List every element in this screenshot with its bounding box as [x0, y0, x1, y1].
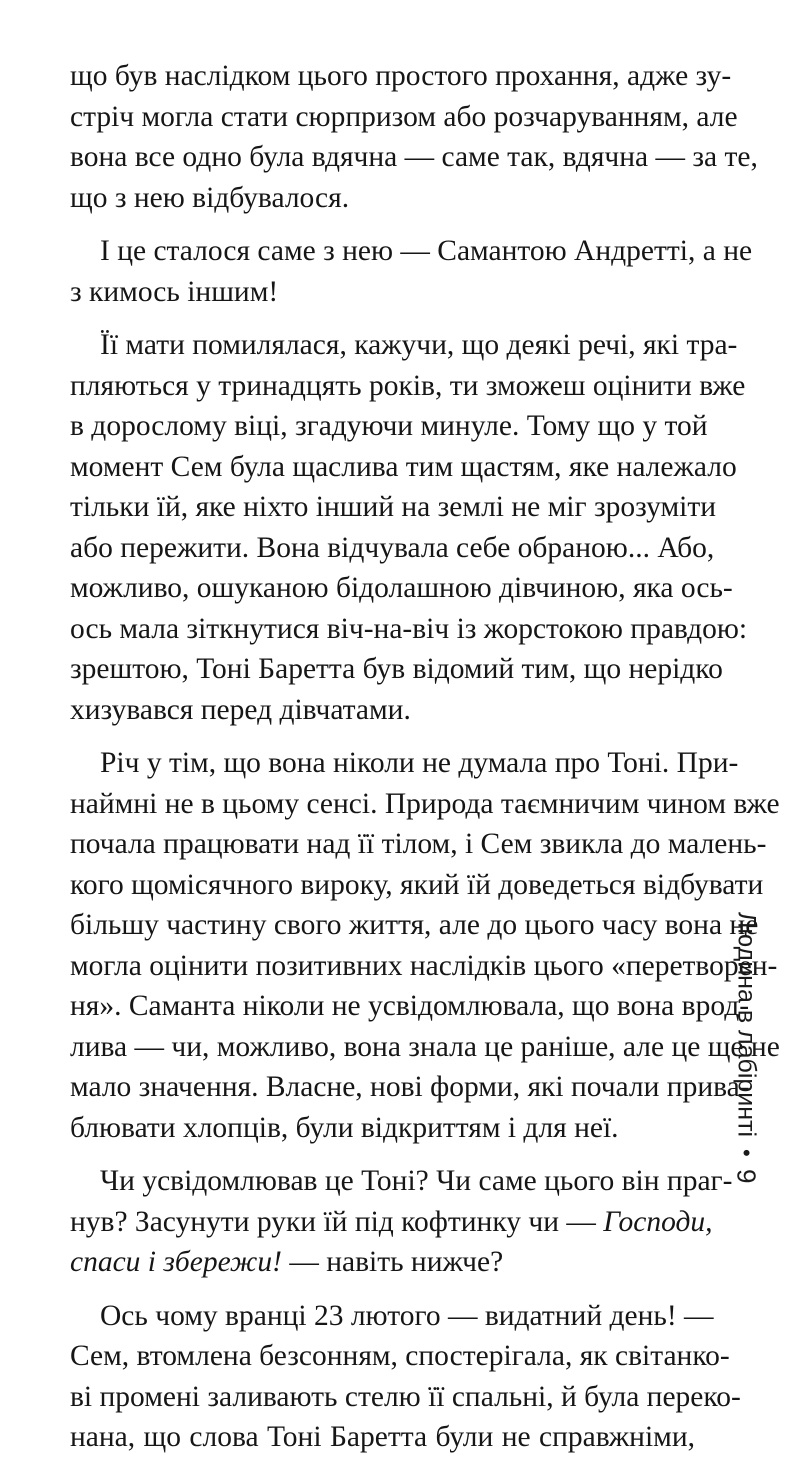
paragraph-1	[70, 56, 758, 218]
text-line-mixed	[70, 1242, 695, 1283]
italic-text-run: спаси і збережи!	[70, 1246, 282, 1278]
text-line: лива — чи, можливо, вона знала це раніше, але це ще не	[70, 1030, 780, 1063]
text-line: пляються у тринадцять років, ти зможеш оцінити вже	[70, 369, 746, 402]
italic-text-run: Господи,	[603, 1205, 713, 1238]
text-line: тільки їй, яке ніхто інший на землі не міг зрозуміти	[70, 491, 717, 523]
text-line: почала працювати над її тілом, і Сем звикла до малень-	[70, 828, 767, 860]
text-line: могла оцінити позитивних наслідків цього «перетворен-	[70, 949, 778, 982]
text-run: — навіть нижче?	[289, 1246, 504, 1278]
text-line: ві промені заливають стелю її спальні, й була переко-	[70, 1380, 741, 1413]
paragraph-5	[70, 1161, 733, 1283]
text-line: стріч могла стати сюрпризом або розчаруванням, але	[70, 100, 738, 133]
text-line: І це сталося саме з нею — Самантою Андретті, а не	[100, 235, 753, 267]
text-line: в дорослому віці, згадуючи минуле. Тому що у той	[70, 410, 708, 442]
text-line: або пережити. Вона відчувала себе обраною... Або,	[70, 531, 715, 564]
text-line: Чи усвідомлював це Тоні? Чи саме цього він праг-	[100, 1165, 733, 1197]
separator-dot: •	[734, 1149, 759, 1157]
text-line-mixed	[70, 1202, 713, 1243]
text-line: з кимось іншим!	[70, 275, 279, 308]
paragraph-6	[70, 1296, 741, 1458]
text-line: ось мала зіткнутися віч-на-віч із жорстокою правдою:	[70, 612, 748, 645]
text-run: нув? Засунути руки їй під кофтинку чи —	[70, 1205, 596, 1238]
paragraph-3	[70, 325, 748, 730]
text-line: можливо, ошуканою бідолашною дівчиною, яка ось-	[70, 572, 733, 604]
text-line: більшу частину свого життя, але до цього часу вона не	[70, 909, 759, 941]
text-line: ня». Саманта ніколи не усвідомлювала, що вона врод-	[70, 990, 750, 1022]
text-line: нана, що слова Тоні Баретта були не справжніми,	[70, 1421, 695, 1453]
text-line: Річ у тім, що вона ніколи не думала про Тоні. При-	[100, 747, 739, 779]
page-number: 9	[731, 1168, 762, 1184]
text-line: що з нею відбувалося.	[70, 181, 350, 214]
text-line: момент Сем була щаслива тим щастям, яке належало	[70, 450, 737, 483]
text-line: що був наслідком цього простого прохання, адже зу-	[70, 60, 732, 92]
text-line: кого щомісячного вироку, який їй доведеться відбувати	[70, 868, 764, 901]
text-line: наймні не в цьому сенсі. Природа таємничим чином вже	[70, 787, 780, 820]
text-line: блювати хлопців, були відкриттям і для неї.	[70, 1111, 619, 1144]
book-title: Людина в лабіринті	[732, 912, 761, 1138]
text-line: мало значення. Власне, нові форми, які почали прива-	[70, 1071, 750, 1103]
text-line: Ось чому вранці 23 лютого — видатний день! —	[100, 1299, 714, 1332]
text-line: зрештою, Тоні Баретта був відомий тим, що нерідко	[70, 653, 723, 685]
text-line: вона все одно була вдячна — саме так, вдячна — за те,	[70, 141, 758, 173]
running-head	[722, 912, 770, 1182]
paragraph-2	[70, 231, 753, 312]
text-line: Її мати помилялася, кажучи, що деякі речі, які тра-	[100, 329, 738, 361]
text-line: хизувався перед дівчатами.	[70, 693, 411, 726]
text-line: Сем, втомлена безсонням, спостерігала, як світанко-	[70, 1340, 730, 1372]
